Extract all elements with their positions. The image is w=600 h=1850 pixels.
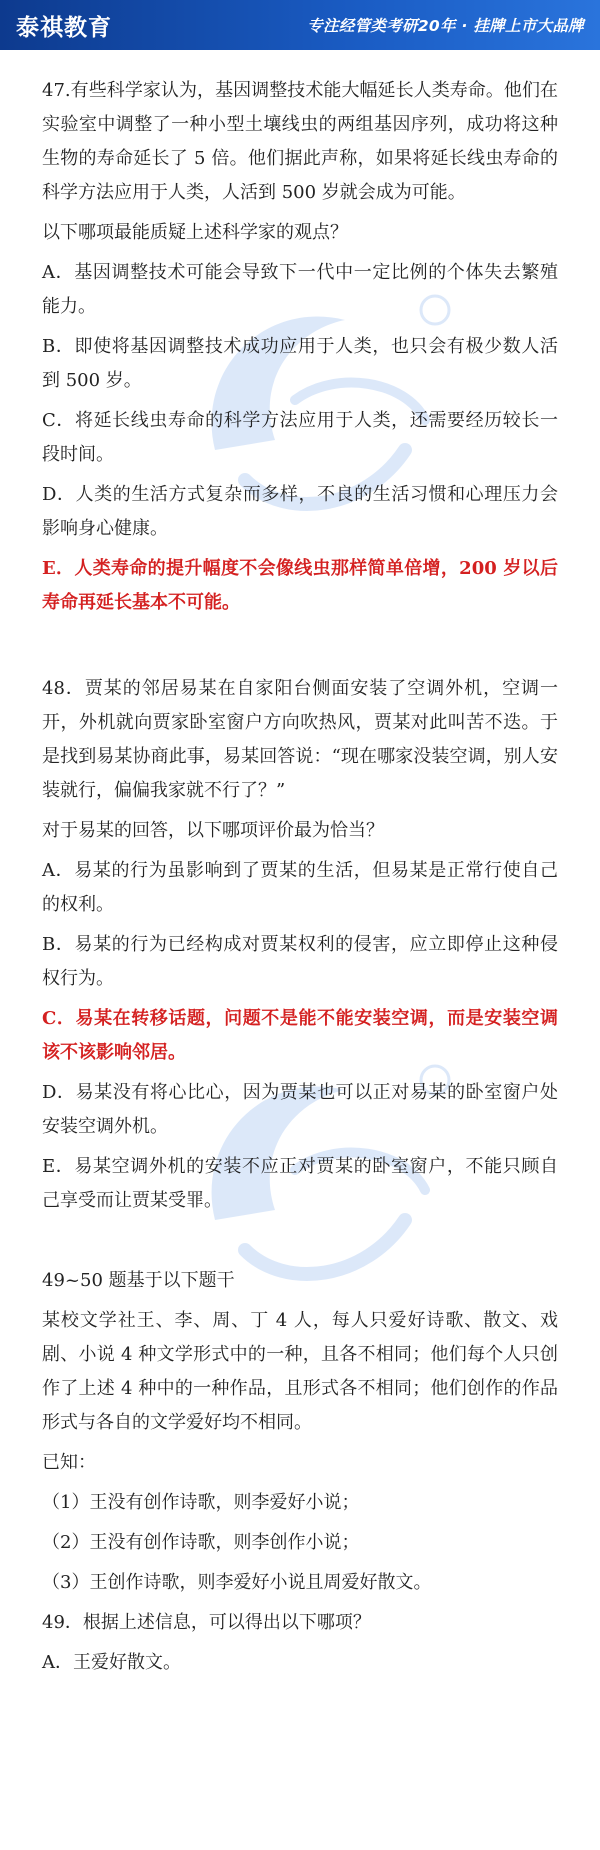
q49-intro: 49~50 题基于以下题干 [42,1270,235,1291]
header-slogan: 专注经管类考研20年 · 挂牌上市大品牌 [307,17,584,35]
q47-option-c: C．将延长线虫寿命的科学方法应用于人类，还需要经历较长一段时间。 [42,410,558,465]
header-banner [0,0,600,50]
q49-condition-1: （1）王没有创作诗歌，则李爱好小说； [42,1492,360,1513]
q49-option-a: A．王爱好散文。 [42,1652,181,1673]
q47-stem: 47.有些科学家认为，基因调整技术能大幅延长人类寿命。他们在实验室中调整了一种小型土壤线虫的两组基因序列，成功将这种生物的寿命延长了 5 倍。他们据此声称，如果将延长线虫寿命的科学方法应用于人类，人活到 500 岁就会成为可能。 [42,80,558,203]
q48-question: 对于易某的回答，以下哪项评价最为恰当？ [42,820,384,841]
q49-stem: 某校文学社王、李、周、丁 4 人，每人只爱好诗歌、散文、戏剧、小说 4 种文学形式中的一种，且各不相同；他们每个人只创作了上述 4 种中的一种作品，且形式各不相同；他们创作的作品形式与各自的文学爱好均不相同。 [42,1310,558,1433]
q49-question: 49．根据上述信息，可以得出以下哪项？ [42,1612,371,1633]
q48-option-a: A．易某的行为虽影响到了贾某的生活，但易某是正常行使自己的权利。 [42,860,558,915]
q47-option-a: A．基因调整技术可能会导致下一代中一定比例的个体失去繁殖能力。 [42,262,558,317]
q47-question: 以下哪项最能质疑上述科学家的观点？ [42,222,348,243]
section-spacer [42,1224,558,1264]
q47-option-e-answer: E．人类寿命的提升幅度不会像线虫那样简单倍增，200 岁以后寿命再延长基本不可能。 [42,558,558,613]
brand-logo-text: 泰祺教育 [16,14,112,41]
q49-known: 已知： [42,1452,96,1473]
q48-option-d: D．易某没有将心比心，因为贾某也可以正对易某的卧室窗户处安装空调外机。 [42,1082,558,1137]
section-spacer [42,626,558,672]
q48-option-b: B．易某的行为已经构成对贾某权利的侵害，应立即停止这种侵权行为。 [42,934,558,989]
q49-condition-3: （3）王创作诗歌，则李爱好小说且周爱好散文。 [42,1572,432,1593]
document-body [0,50,600,1686]
q49-condition-2: （2）王没有创作诗歌，则李创作小说； [42,1532,360,1553]
q48-option-c-answer: C．易某在转移话题，问题不是能不能安装空调，而是安装空调该不该影响邻居。 [42,1008,558,1063]
q48-option-e: E．易某空调外机的安装不应正对贾某的卧室窗户，不能只顾自己享受而让贾某受罪。 [42,1156,558,1211]
q48-stem: 48．贾某的邻居易某在自家阳台侧面安装了空调外机，空调一开，外机就向贾家卧室窗户方向吹热风，贾某对此叫苦不迭。于是找到易某协商此事，易某回答说：“现在哪家没装空调，别人安装就行，偏偏我家就不行了？” [42,678,558,801]
q47-option-d: D．人类的生活方式复杂而多样，不良的生活习惯和心理压力会影响身心健康。 [42,484,558,539]
q47-option-b: B．即使将基因调整技术成功应用于人类，也只会有极少数人活到 500 岁。 [42,336,558,391]
